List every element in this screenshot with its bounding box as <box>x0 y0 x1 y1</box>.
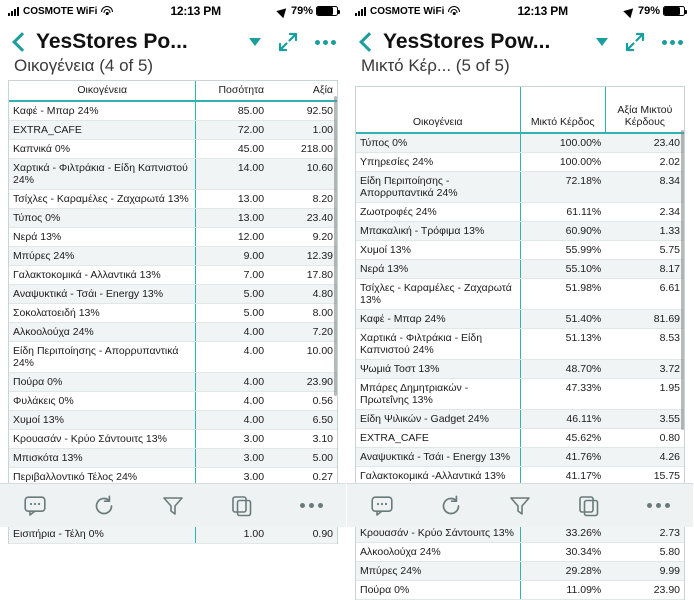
cell-quantity: 13.00 <box>196 209 268 228</box>
cell-family: Πούρα 0% <box>9 373 196 392</box>
expand-icon[interactable] <box>277 31 299 53</box>
cell-family: Χαρτικά - Φιλτράκια - Είδη Καπνιστού 24% <box>356 329 520 360</box>
bottom-toolbar-1 <box>0 483 346 527</box>
cell-margin-value: 5.75 <box>605 241 684 260</box>
table-row[interactable] <box>356 279 684 310</box>
carrier-label: COSMOTE WiFi <box>370 5 445 17</box>
cell-margin-value: 0.80 <box>605 429 684 448</box>
cell-value: 9.20 <box>268 228 337 247</box>
table-row[interactable] <box>356 222 684 241</box>
cell-value: 7.20 <box>268 323 337 342</box>
cell-quantity: 45.00 <box>196 140 268 159</box>
status-bar-right <box>278 5 338 17</box>
chevron-down-icon[interactable] <box>596 38 608 46</box>
cell-value: 5.00 <box>268 449 337 468</box>
table-row[interactable] <box>9 323 337 342</box>
cell-quantity: 5.00 <box>196 304 268 323</box>
cell-margin-pct: 51.40% <box>520 310 605 329</box>
clock-label: 12:13 PM <box>517 4 568 18</box>
battery-icon <box>663 6 685 16</box>
location-arrow-icon <box>623 4 636 17</box>
cell-margin-value: 1.33 <box>605 222 684 241</box>
filter-icon[interactable] <box>150 491 196 521</box>
cell-margin-pct: 45.62% <box>520 429 605 448</box>
cell-value: 23.90 <box>268 373 337 392</box>
cell-margin-pct: 41.17% <box>520 467 605 486</box>
cell-family: Σοκολατοειδή 13% <box>9 304 196 323</box>
table-row[interactable] <box>9 342 337 373</box>
cell-quantity: 72.00 <box>196 121 268 140</box>
column-header[interactable]: Οικογένεια <box>356 87 520 133</box>
cell-margin-value: 23.40 <box>605 133 684 153</box>
cell-value: 0.27 <box>268 468 337 487</box>
cell-margin-value: 2.34 <box>605 203 684 222</box>
expand-icon[interactable] <box>624 31 646 53</box>
filter-icon[interactable] <box>497 491 543 521</box>
cell-family: Τύπος 0% <box>9 209 196 228</box>
cell-margin-pct: 55.99% <box>520 241 605 260</box>
cell-family: Τύπος 0% <box>356 133 520 153</box>
cell-quantity: 13.00 <box>196 190 268 209</box>
table-row[interactable] <box>356 329 684 360</box>
cell-family: Ψωμιά Τοστ 13% <box>356 360 520 379</box>
cell-quantity: 3.00 <box>196 430 268 449</box>
table-row[interactable] <box>9 525 337 544</box>
cell-margin-value: 2.02 <box>605 153 684 172</box>
cell-family: Γαλακτοκομικά -Αλλαντικά 13% <box>356 467 520 486</box>
cell-value: 4.80 <box>268 285 337 304</box>
cell-family: EXTRA_CAFE <box>356 429 520 448</box>
cell-family: Είδη Περιποίησης - Απορρυπαντικά 24% <box>356 172 520 203</box>
cell-margin-value: 2.73 <box>605 524 684 543</box>
vertical-scrollbar[interactable] <box>681 130 684 430</box>
cell-margin-value: 8.34 <box>605 172 684 203</box>
clock-label: 12:13 PM <box>170 4 221 18</box>
cell-quantity: 4.00 <box>196 323 268 342</box>
cell-margin-pct: 51.13% <box>520 329 605 360</box>
table-row[interactable] <box>9 304 337 323</box>
table-row[interactable] <box>9 285 337 304</box>
cell-family: Κρουασάν - Κρύο Σάντουιτς 13% <box>9 430 196 449</box>
table-row[interactable] <box>356 410 684 429</box>
cell-value: 0.90 <box>268 525 337 544</box>
cell-quantity: 5.00 <box>196 285 268 304</box>
page-title: YesStores Po... <box>36 30 188 53</box>
cell-family: Πούρα 0% <box>356 581 520 600</box>
cell-margin-value: 23.90 <box>605 581 684 600</box>
cell-family: Κρουασάν - Κρύο Σάντουιτς 13% <box>356 524 520 543</box>
cell-value: 3.10 <box>268 430 337 449</box>
cell-quantity: 12.00 <box>196 228 268 247</box>
cell-margin-pct: 11.09% <box>520 581 605 600</box>
more-icon[interactable] <box>288 491 334 521</box>
column-header[interactable]: Αξία <box>268 81 337 101</box>
cell-quantity: 4.00 <box>196 342 268 373</box>
cell-margin-pct: 46.11% <box>520 410 605 429</box>
page-title: YesStores Pow... <box>383 30 551 53</box>
table-row[interactable] <box>356 172 684 203</box>
battery-percent-label: 79% <box>290 5 313 17</box>
cell-value: 6.50 <box>268 411 337 430</box>
status-bar-left <box>8 6 113 17</box>
cell-family: Αναψυκτικά - Τσάι - Energy 13% <box>356 448 520 467</box>
cell-margin-value: 5.80 <box>605 543 684 562</box>
battery-percent-label: 79% <box>637 5 660 17</box>
cell-value: 8.00 <box>268 304 337 323</box>
table-row[interactable] <box>9 140 337 159</box>
table-row[interactable] <box>356 133 684 153</box>
cell-family: Φυλάκεις 0% <box>9 392 196 411</box>
cell-value: 8.20 <box>268 190 337 209</box>
cell-margin-pct: 29.28% <box>520 562 605 581</box>
cell-family: Τσίχλες - Καραμέλες - Ζαχαρωτά 13% <box>9 190 196 209</box>
table-row[interactable] <box>356 379 684 410</box>
table-row[interactable] <box>356 153 684 172</box>
cell-family: Γαλακτοκομικά - Αλλαντικά 13% <box>9 266 196 285</box>
table-row[interactable] <box>356 203 684 222</box>
cell-quantity: 1.00 <box>196 525 268 544</box>
cell-family: Νερά 13% <box>356 260 520 279</box>
cell-margin-pct: 30.34% <box>520 543 605 562</box>
cell-quantity: 3.00 <box>196 449 268 468</box>
cell-margin-value: 9.99 <box>605 562 684 581</box>
table-row[interactable] <box>356 241 684 260</box>
location-arrow-icon <box>276 4 289 17</box>
cell-family: Αλκοολούχα 24% <box>9 323 196 342</box>
comment-icon[interactable] <box>12 491 58 521</box>
cell-family: Αλκοολούχα 24% <box>356 543 520 562</box>
cell-family: Καφέ - Μπαρ 24% <box>9 101 196 121</box>
table-row[interactable] <box>9 430 337 449</box>
signal-bars-icon <box>355 7 366 16</box>
cell-margin-value: 15.75 <box>605 467 684 486</box>
cell-quantity: 14.00 <box>196 159 268 190</box>
table-row[interactable] <box>9 121 337 140</box>
phone-screen-2 <box>347 0 694 596</box>
table-row[interactable] <box>9 373 337 392</box>
cell-family: Καπνικά 0% <box>9 140 196 159</box>
table-body-2 <box>356 133 684 600</box>
table-row[interactable] <box>356 448 684 467</box>
refresh-icon[interactable] <box>428 491 474 521</box>
cell-quantity: 3.00 <box>196 468 268 487</box>
cell-value: 17.80 <box>268 266 337 285</box>
back-icon[interactable] <box>355 31 377 53</box>
table-row[interactable] <box>356 260 684 279</box>
table-row[interactable] <box>9 190 337 209</box>
table-header-row <box>9 81 337 101</box>
cell-quantity: 4.00 <box>196 411 268 430</box>
table-row[interactable] <box>9 101 337 121</box>
copy-icon[interactable] <box>219 491 265 521</box>
cell-margin-pct: 55.10% <box>520 260 605 279</box>
cell-margin-pct: 48.70% <box>520 360 605 379</box>
table-row[interactable] <box>9 449 337 468</box>
cell-quantity: 9.00 <box>196 247 268 266</box>
cell-margin-value: 4.26 <box>605 448 684 467</box>
cell-margin-pct: 61.11% <box>520 203 605 222</box>
signal-bars-icon <box>8 7 19 16</box>
copy-icon[interactable] <box>566 491 612 521</box>
phone-screen-1 <box>0 0 347 540</box>
table-row[interactable] <box>9 392 337 411</box>
column-header[interactable]: Οικογένεια <box>9 81 196 101</box>
data-table-1[interactable] <box>8 80 338 544</box>
cell-value: 10.00 <box>268 342 337 373</box>
status-bar-right <box>625 5 685 17</box>
back-icon[interactable] <box>8 31 30 53</box>
cell-value: 218.00 <box>268 140 337 159</box>
table-row[interactable] <box>9 228 337 247</box>
cell-margin-value: 3.72 <box>605 360 684 379</box>
table-row[interactable] <box>9 266 337 285</box>
cell-quantity: 85.00 <box>196 101 268 121</box>
table-row[interactable] <box>9 209 337 228</box>
cell-margin-value: 8.17 <box>605 260 684 279</box>
more-options-icon[interactable] <box>315 40 338 45</box>
cell-family: Νερά 13% <box>9 228 196 247</box>
cell-value: 0.56 <box>268 392 337 411</box>
cell-family: Μπύρες 24% <box>9 247 196 266</box>
cell-family: Εισιτήρια - Τέλη 0% <box>9 525 196 544</box>
report-subtitle: Μικτό Κέρ... (5 of 5) <box>361 56 510 75</box>
wifi-icon <box>448 6 460 16</box>
cell-family: Περιβαλλοντικό Τέλος 24% <box>9 468 196 487</box>
cell-family: Μπακαλική - Τρόφιμα 13% <box>356 222 520 241</box>
carrier-label: COSMOTE WiFi <box>23 5 98 17</box>
cell-family: Ζωοτροφές 24% <box>356 203 520 222</box>
table-row[interactable] <box>356 429 684 448</box>
table-row[interactable] <box>9 159 337 190</box>
status-bar <box>0 0 346 22</box>
cell-value: 10.60 <box>268 159 337 190</box>
column-header[interactable]: Μικτό Κέρδος <box>520 87 605 133</box>
table-row[interactable] <box>356 581 684 600</box>
cell-family: Μπισκότα 13% <box>9 449 196 468</box>
cell-margin-pct: 47.33% <box>520 379 605 410</box>
cell-margin-value: 8.53 <box>605 329 684 360</box>
wifi-icon <box>101 6 113 16</box>
cell-margin-pct: 100.00% <box>520 153 605 172</box>
report-subtitle: Οικογένεια (4 of 5) <box>14 56 154 75</box>
table-row[interactable] <box>356 543 684 562</box>
cell-family: Μπάρες Δημητριακών - Πρωτεΐνης 13% <box>356 379 520 410</box>
cell-quantity: 7.00 <box>196 266 268 285</box>
cell-margin-pct: 60.90% <box>520 222 605 241</box>
cell-family: Υπηρεσίες 24% <box>356 153 520 172</box>
cell-margin-pct: 72.18% <box>520 172 605 203</box>
table-row[interactable] <box>9 247 337 266</box>
more-options-icon[interactable] <box>662 40 685 45</box>
cell-family: Είδη Ψιλικών - Gadget 24% <box>356 410 520 429</box>
cell-value: 23.40 <box>268 209 337 228</box>
table-row[interactable] <box>9 411 337 430</box>
status-bar <box>347 0 693 22</box>
table-body-1 <box>9 101 337 544</box>
cell-margin-pct: 33.26% <box>520 524 605 543</box>
vertical-scrollbar[interactable] <box>334 96 337 396</box>
column-header[interactable]: Ποσότητα <box>196 81 268 101</box>
table-header-row <box>356 87 684 133</box>
cell-margin-value: 1.95 <box>605 379 684 410</box>
table-row[interactable] <box>356 562 684 581</box>
cell-family: Τσίχλες - Καραμέλες - Ζαχαρωτά 13% <box>356 279 520 310</box>
more-icon[interactable] <box>635 491 681 521</box>
cell-family: Αναψυκτικά - Τσάι - Energy 13% <box>9 285 196 304</box>
cell-family: Καφέ - Μπαρ 24% <box>356 310 520 329</box>
comment-icon[interactable] <box>359 491 405 521</box>
cell-quantity: 4.00 <box>196 392 268 411</box>
cell-margin-pct: 51.98% <box>520 279 605 310</box>
cell-value: 12.39 <box>268 247 337 266</box>
chevron-down-icon[interactable] <box>249 38 261 46</box>
cell-family: Χυμοί 13% <box>9 411 196 430</box>
bottom-toolbar-2 <box>347 483 693 527</box>
cell-margin-value: 3.55 <box>605 410 684 429</box>
cell-family: Μπύρες 24% <box>356 562 520 581</box>
refresh-icon[interactable] <box>81 491 127 521</box>
cell-margin-pct: 100.00% <box>520 133 605 153</box>
cell-value: 92.50 <box>268 101 337 121</box>
cell-family: Χυμοί 13% <box>356 241 520 260</box>
cell-family: EXTRA_CAFE <box>9 121 196 140</box>
column-header[interactable]: Αξία Μικτού Κέρδους <box>605 87 684 133</box>
cell-margin-value: 81.69 <box>605 310 684 329</box>
cell-family: Χαρτικά - Φιλτράκια - Είδη Καπνιστού 24% <box>9 159 196 190</box>
cell-margin-pct: 41.76% <box>520 448 605 467</box>
cell-margin-value: 6.61 <box>605 279 684 310</box>
cell-quantity: 4.00 <box>196 373 268 392</box>
cell-family: Είδη Περιποίησης - Απορρυπαντικά 24% <box>9 342 196 373</box>
table-row[interactable] <box>356 310 684 329</box>
status-bar-left <box>355 6 460 17</box>
battery-icon <box>316 6 338 16</box>
cell-value: 1.00 <box>268 121 337 140</box>
table-row[interactable] <box>356 360 684 379</box>
